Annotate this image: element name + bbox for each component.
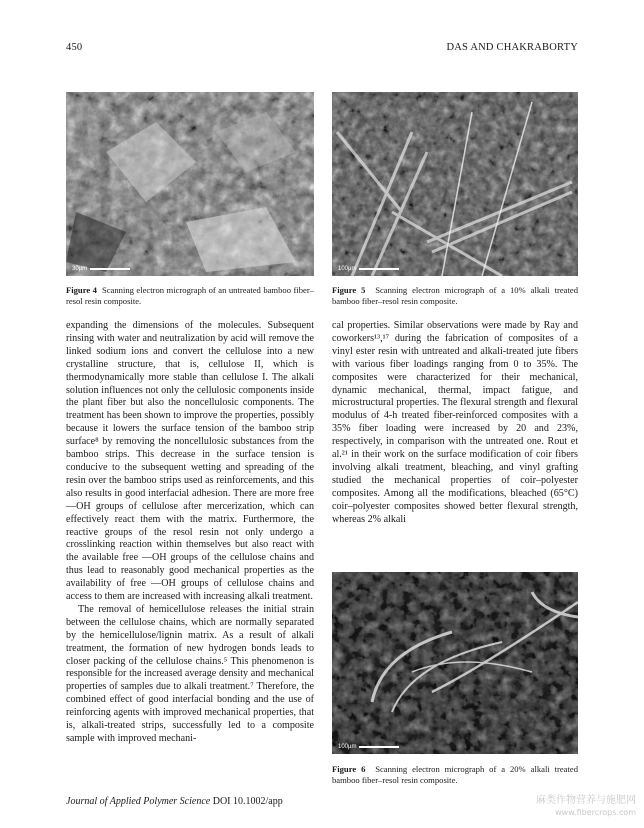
figure-5-micrograph <box>332 92 578 276</box>
paragraph: expanding the dimensions of the molecules. Subsequent rinsing with water and neutralization by acid will remove the linked sodium ions and convert the cellulose into a new crystalline structure, that is, cellulose II, which is thermodynamically more stable than cellulose I. The alkali solution influences not only the cellulosic components inside the plant fiber but also the noncellulosic components. The treatment has been shown to improve the properties, possibly because it lowers the surface tension of the bamboo strip surface⁸ by removing the noncellulosic substances from the bamboo strips. This decrease in the surface tension is conducive to the subsequent wetting and spreading of the resin over the bamboo strips used as reinforcements, and this also results in good interfacial adhesion. There are more free —OH groups of cellulose after mercerization, which can effectively react them with the matrix. Furthermore, the reactive groups of the resol resin not only undergo a crosslinking reaction within themselves but also react with the available free —OH groups of the cellulose chains and thus lead to reasonably good mechanical properties as the availability of free —OH groups of cellulose chains and access to them are increased with increasing alkali treatment. <box>66 320 314 603</box>
watermark-url: www.fibercrops.com <box>555 808 636 817</box>
doi: DOI 10.1002/app <box>212 796 283 807</box>
figure-4-caption: Figure 4 Scanning electron micrograph of an untreated bamboo fiber–resol resin composite. <box>66 285 314 306</box>
scale-bar: 100μm <box>338 266 399 272</box>
paragraph: cal properties. Similar observations were made by Ray and coworkers¹³,¹⁷ during the fabrication of composites of a vinyl ester resin with untreated and alkali-treated jute fibers with various fiber loadings ranging from 0 to 35%. The composites were characterized for their mechanical, dynamic mechanical, thermal, impact fatigue, and microstructural properties. The flexural strength and flexural modulus of 4-h treated fiber-reinforced composites with a 35% fiber loading were increased by 20 and 23%, respectively, in comparison with the untreated one. Rout et al.²¹ in their work on the surface modification of coir fibers involving alkali treatment, bleaching, and vinyl grafting studied the mechanical properties of coir–polyester composites. Among all the modifications, bleached (65°C) coir–polyester composites showed better flexural strength, whereas 2% alkali <box>332 320 578 525</box>
scale-bar: 100μm <box>338 744 399 750</box>
page-number: 450 <box>66 42 83 53</box>
scale-bar: 30μm <box>72 266 130 272</box>
paragraph: The removal of hemicellulose releases the initial strain between the cellulose chains, which are normally separated by the hemicellulose/lignin matrix. As a result of alkali treatment, the formation of new hydrogen bonds leads to closer packing of the cellulose chains.⁵ This phenomenon is responsible for the increased average density and mechanical properties of samples due to alkali treatment.⁷ Therefore, the combined effect of good interfacial bonding and the use of reinforcing agents with improved mechanical properties, that is, alkali-treated strips, successfully led to a composite sample with improved mechani- <box>66 603 314 744</box>
watermark <box>506 795 636 819</box>
right-column <box>332 320 578 527</box>
figure-4-micrograph <box>66 92 314 276</box>
journal-footer <box>66 796 283 807</box>
figure-6-caption: Figure 6 Scanning electron micrograph of a 20% alkali treated bamboo fiber–resol resin composite. <box>332 764 578 785</box>
running-head: DAS AND CHAKRABORTY <box>446 42 578 53</box>
figure-5-caption: Figure 5 Scanning electron micrograph of a 10% alkali treated bamboo fiber–resol resin composite. <box>332 285 578 306</box>
figure-6-micrograph <box>332 572 578 754</box>
watermark-title: 麻类作物营养与施肥网 <box>536 795 636 806</box>
journal-name: Journal of Applied Polymer Science <box>66 796 211 807</box>
left-column <box>66 320 314 746</box>
